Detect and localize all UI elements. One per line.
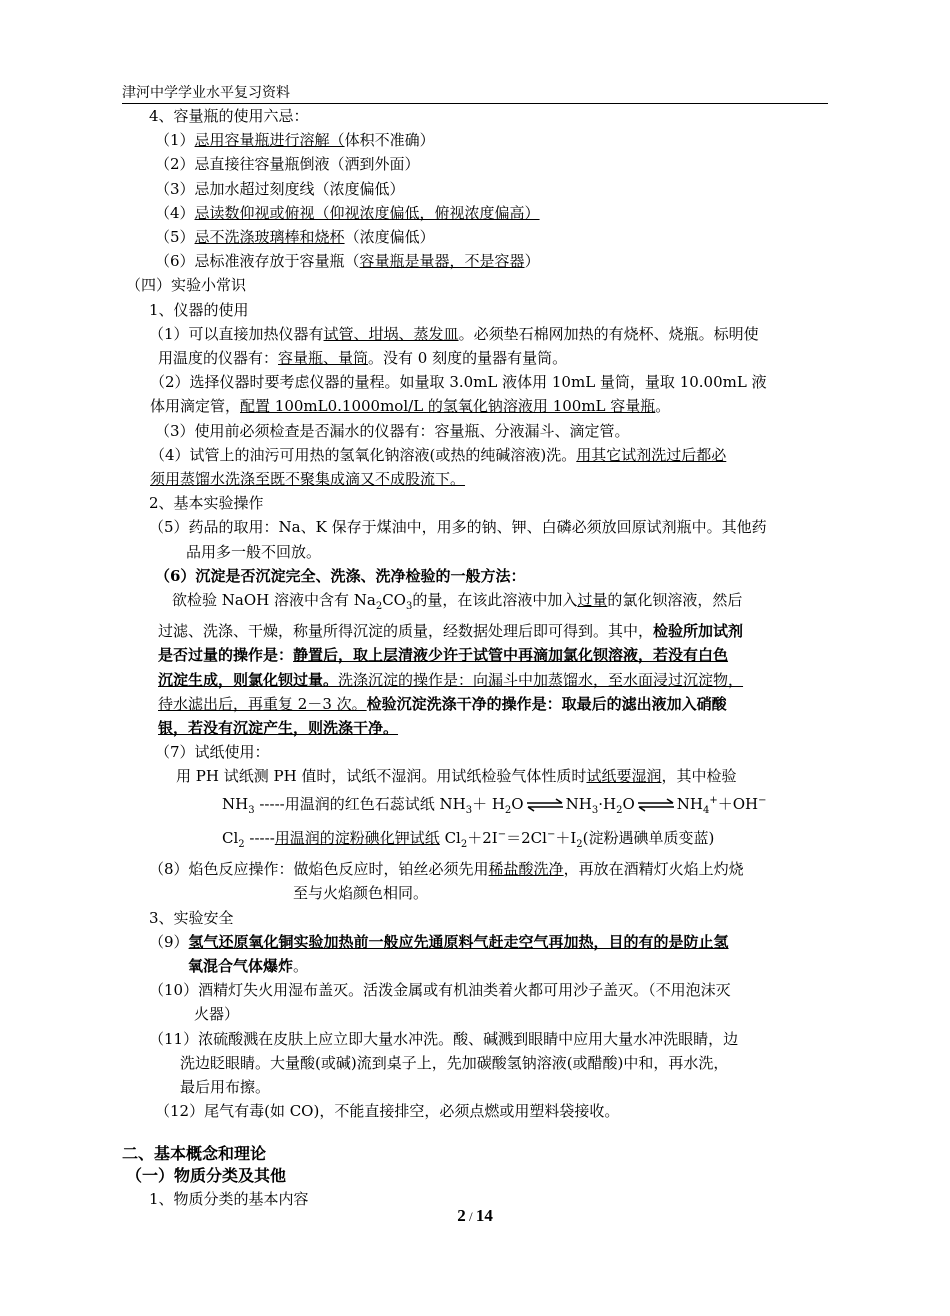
instrument-item-1-line-2: 用温度的仪器有：容量瓶、量筒。没有 0 刻度的量器有量筒。 — [158, 349, 568, 368]
instrument-item-3: （3）使用前必须检查是否漏水的仪器有：容量瓶、分液漏斗、滴定管。 — [155, 421, 630, 440]
flask-rule-5: （5）忌不洗涤玻璃棒和烧杯（浓度偏低） — [155, 228, 435, 247]
operation-item-8-line-2: 至与火焰颜色相同。 — [293, 884, 429, 903]
section-4-heading: （四）实验小常识 — [126, 276, 247, 295]
page-body — [122, 104, 828, 1212]
instrument-item-2-line-1: （2）选择仪器时要考虑仪器的量程。如量取 3.0mL 液体用 10mL 量筒，量取 10.00mL 液 — [150, 373, 767, 392]
safety-item-10-line-1: （10）酒精灯失火用湿布盖灭。活泼金属或有机油类着火都可用沙子盖灭。（不用泡沫灭 — [149, 981, 731, 1000]
chlorine-test-equation: $Cl_2$ -----用温润的淀粉碘化钾试纸 $Cl_2+2I^-=2Cl^-+I_2$(淀粉遇碘单质变蓝) — [222, 828, 715, 850]
operation-item-5-line-2: 品用多一般不回放。 — [186, 542, 322, 561]
flask-rule-3: （3）忌加水超过刻度线（浓度偏低） — [155, 179, 405, 198]
operation-item-6-title: （6）沉淀是否沉淀完全、洗涤、洗净检验的一般方法： — [155, 566, 526, 585]
equilibrium-arrow-icon — [526, 798, 564, 812]
safety-item-9-line-1: （9）氢气还原氧化铜实验加热前一般应先通原料气赶走空气再加热，目的有的是防止氢 — [149, 932, 729, 951]
part-2-subheading: （一）物质分类及其他 — [126, 1166, 287, 1186]
instrument-item-4-line-2: 须用蒸馏水洗涤至既不聚集成滴又不成股流下。 — [150, 470, 466, 489]
equilibrium-arrow-icon — [637, 798, 675, 812]
operation-item-6-line-4: 沉淀生成，则氯化钡过量。洗涤沉淀的操作是：向漏斗中加蒸馏水，至水面浸过沉淀物， — [158, 670, 744, 689]
instrument-usage-heading: 1、仪器的使用 — [149, 300, 249, 319]
lab-safety-heading: 3、实验安全 — [149, 908, 234, 927]
flask-rule-1: （1）忌用容量瓶进行溶解（体积不准确） — [155, 131, 435, 150]
instrument-item-2-line-2: 体用滴定管，配置 100mL0.1000mol/L 的氢氧化钠溶液用 100mL 容量瓶。 — [150, 397, 671, 416]
page-header — [122, 83, 828, 104]
safety-item-10-line-2: 火器） — [194, 1005, 240, 1024]
volumetric-flask-heading: 4、容量瓶的使用六忌： — [149, 107, 309, 125]
operation-item-5-line-1: （5）药品的取用：Na、K 保存于煤油中，用多的钠、钾、白磷必须放回原试剂瓶中。其他药 — [149, 518, 767, 537]
flask-rule-6: （6）忌标准液存放于容量瓶（容量瓶是量器，不是容器） — [155, 252, 540, 271]
operation-item-7-title: （7）试纸使用： — [155, 743, 270, 762]
part-2-item-1: 1、物质分类的基本内容 — [149, 1190, 309, 1209]
operation-item-6-line-6: 银，若没有沉淀产生，则洗涤干净。 — [158, 719, 399, 738]
page-number: 2 / 14 — [457, 1206, 493, 1225]
safety-item-11-line-1: （11）浓硫酸溅在皮肤上应立即大量水冲洗。酸、碱溅到眼睛中应用大量水冲洗眼睛，边 — [149, 1029, 739, 1048]
safety-item-12: （12）尾气有毒(如 CO)，不能直接排空，必须点燃或用塑料袋接收。 — [155, 1102, 620, 1121]
flask-rule-4: （4）忌读数仰视或俯视（仰视浓度偏低，俯视浓度偏高） — [155, 203, 540, 222]
ammonia-test-equation: $NH_3$ -----用温润的红色石蕊试纸 $NH_3+ H_2O$ $NH_3\cdot H_2O$ $NH_4^++OH^-$ — [222, 794, 767, 816]
safety-item-11-line-3: 最后用布擦。 — [180, 1077, 271, 1096]
flask-rule-2: （2）忌直接往容量瓶倒液（洒到外面） — [155, 155, 420, 174]
part-2-heading: 二、基本概念和理论 — [122, 1144, 267, 1164]
instrument-item-4-line-1: （4）试管上的油污可用热的氢氧化钠溶液(或热的纯碱溶液)洗。用其它试剂洗过后都必 — [150, 445, 727, 464]
operation-item-7-line-1: 用 PH 试纸测 PH 值时，试纸不湿润。用试纸检验气体性质时试纸要湿润，其中检验 — [176, 767, 737, 786]
operation-item-6-line-1: 欲检验 NaOH 溶液中含有 $Na_2CO_3$的量，在该此溶液中加入过量的氯化钡溶液，然后 — [172, 591, 743, 613]
instrument-item-1-line-1: （1）可以直接加热仪器有试管、坩埚、蒸发皿。必须垫石棉网加热的有烧杯、烧瓶。标明使 — [149, 324, 759, 343]
operation-item-6-line-5: 待水滤出后，再重复 2－3 次。检验沉淀洗涤干净的操作是：取最后的滤出液加入硝酸 — [158, 694, 727, 713]
operation-item-6-line-2: 过滤、洗涤、干燥，称量所得沉淀的质量，经数据处理后即可得到。其中，检验所加试剂 — [158, 622, 744, 641]
safety-item-9-line-2: 氧混合气体爆炸。 — [188, 956, 309, 975]
operation-item-8-line-1: （8）焰色反应操作：做焰色反应时，铂丝必须先用稀盐酸洗净，再放在酒精灯火焰上灼烧 — [149, 860, 744, 879]
header-title: 津河中学学业水平复习资料 — [122, 85, 290, 101]
basic-operations-heading: 2、基本实验操作 — [149, 494, 264, 513]
operation-item-6-line-3: 是否过量的操作是：静置后，取上层清液少许于试管中再滴加氯化钡溶液，若没有白色 — [158, 646, 729, 665]
safety-item-11-line-2: 洗边眨眼睛。大量酸(或碱)流到桌子上，先加碳酸氢钠溶液(或醋酸)中和，再水洗， — [180, 1053, 729, 1072]
